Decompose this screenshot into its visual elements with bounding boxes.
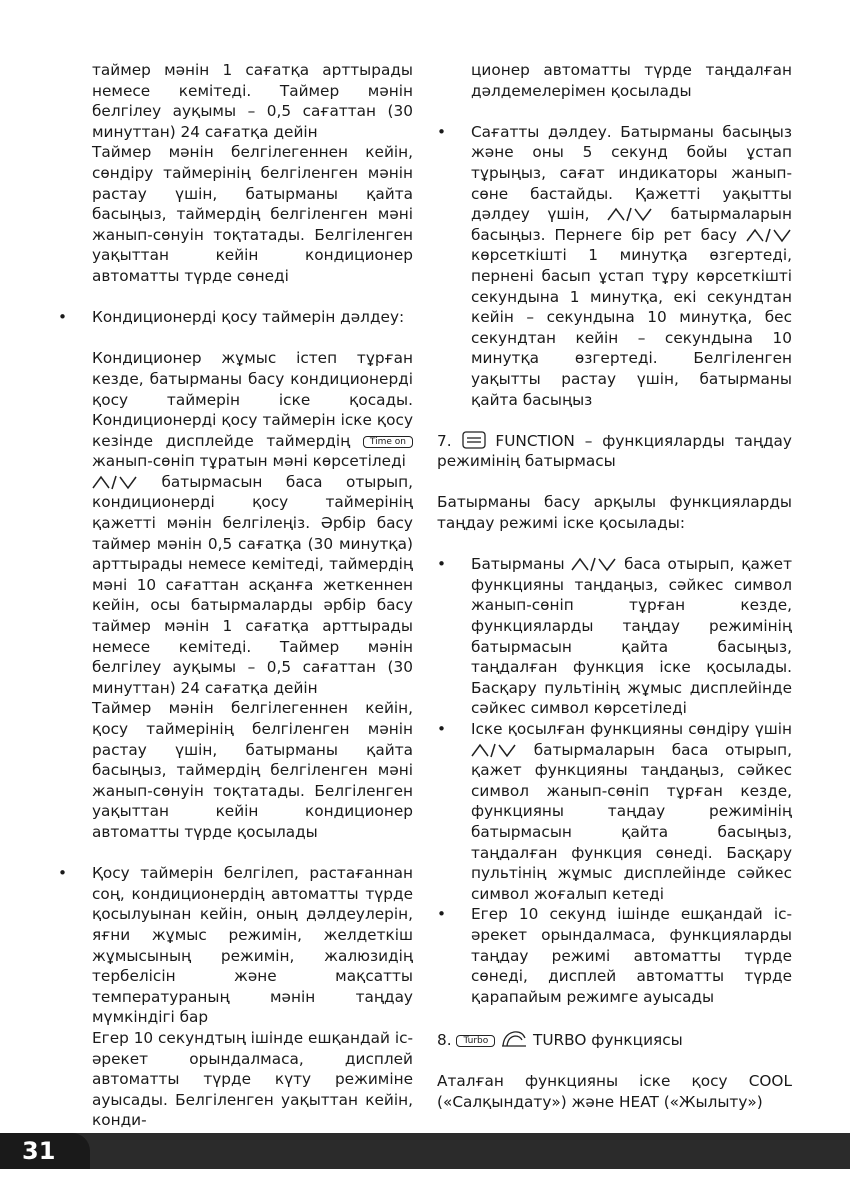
paragraph: Таймер мәнін белгілегеннен кейін, сөндіру таймерінің белгіленген мәнін растау үшін, батырманы қайта басыңыз, таймердің белгіленген мәні жанып-сөнуін тоқтатады. Белгіленген уақыттан кейін кондиционер автоматты түрде сөнеді	[92, 143, 413, 285]
bullet-item: • Қосу таймерін белгілеп, растағаннан соң, кондиционердің автоматты түрде қосылуынан кейін, оның дәлдеулерін, яғни жұмыс режимін, желдеткіш жұмысының режимін, жалюзидің тербелісін және мақсатты температураның мәнін таңдау мүмкіндігі бар	[58, 863, 413, 1028]
up-down-arrows-icon	[571, 556, 617, 572]
paragraph: таймер мәнін 1 сағатқа арттырады немесе кемітеді. Таймер мәнін белгілеу ауқымы – 0,5 сағаттан (30 минуттан) 24 сағатқа дейін	[92, 61, 413, 141]
right-column	[437, 60, 792, 1112]
turbo-indicator: Turbo	[456, 1035, 495, 1047]
left-column	[58, 60, 413, 1131]
section-heading-8: 8. Turbo TURBO функциясы	[437, 1028, 792, 1051]
bullet-item: • Сағатты дәлдеу. Батырманы басыңыз және оны 5 секунд бойы ұстап тұрыңыз, сағат индикаторы жанып-сөне бастайды. Қажетті уақытты дәлдеу үшін, батырмаларын басыңыз. Пернеге бір рет басу көрсеткішті 1 минутқа өзгертеді, пернені басып ұстап тұру көрсеткішті секундына 1 минутқа, екі секундтан кейін – секундына 10 минутқа, бес секундтан кейін – секундына 10 минутқа өзгертеді. Белгіленген уақытты растау үшін, батырманы қайта басыңыз	[437, 122, 792, 410]
footer-bar	[0, 1133, 850, 1169]
section-heading-7: 7. FUNCTION – функцияларды таңдау режимінің батырмасы	[437, 431, 792, 471]
paragraph: Таймер мәнін белгілегеннен кейін, қосу таймерінің белгіленген мәнін растау үшін, батырманы қайта басыңыз, таймердің белгіленген мәні жанып-сөнуін тоқтатады. Белгіленген уақыттан кейін кондиционер автоматты түрде қосылады	[92, 699, 413, 841]
up-down-arrows-icon	[607, 206, 653, 222]
bullet-item: • Іске қосылған функцияны сөндіру үшін батырмаларын баса отырып, қажет функцияны таңдаңыз, сәйкес символ жанып-сөніп тұрған кезде, функцияны таңдау режимінің батырмасын қайта басыңыз, таңдалған функция сөнеді. Басқару пультінің жұмыс дисплейінде сәйкес символ жоғалып кетеді	[437, 719, 792, 904]
paragraph: Кондиционер жұмыс істеп тұрған кезде, батырманы басу кондиционерді қосу таймерін іске қосады. Кондиционерді қосу таймерін іске қосу кезінде дисплейде таймердің Time on жанып-сөніп тұратын мәні көрсетіледі	[92, 349, 413, 471]
paragraph: Егер 10 секундтың ішінде ешқандай іс-әрекет орындалмаса, дисплей автоматты түрде күту режиміне ауысады. Белгіленген уақыттан кейін, конди-	[92, 1028, 413, 1130]
up-down-arrows-icon	[92, 474, 138, 490]
turbo-icon	[500, 1028, 528, 1048]
bullet-item: • Кондиционерді қосу таймерін дәлдеу:	[58, 307, 413, 328]
bullet-item: • Батырманы баса отырып, қажет функцияны таңдаңыз, сәйкес символ жанып-сөніп тұрған кезде, функцияларды таңдау режимінің батырмасын қайта басыңыз, таңдалған функция іске қосылады. Басқару пультінің жұмыс дисплейінде сәйкес символ көрсетіледі	[437, 554, 792, 719]
paragraph: Аталған функцияны іске қосу COOL («Салқындату») және HEAT («Жылыту»)	[437, 1072, 792, 1111]
paragraph: Батырманы басу арқылы функцияларды таңдау режимі іске қосылады:	[437, 493, 792, 533]
page-number: 31	[0, 1133, 90, 1169]
up-down-arrows-icon	[746, 227, 792, 243]
paragraph: ционер автоматты түрде таңдалған дәлдемелерімен қосылады	[471, 61, 792, 100]
time-on-indicator: Time on	[363, 436, 413, 448]
up-down-arrows-icon	[471, 742, 517, 758]
paragraph: батырмасын баса отырып, кондиционерді қосу таймерінің қажетті мәнін белгілеңіз. Әрбір басу таймер мәнін 0,5 сағатқа (30 минутқа) арттырады немесе кемітеді, таймердің мәні 10 сағаттан асқанға жеткеннен кейін, осы батырмаларды әрбір басу таймер мәнін 1 сағатқа арттырады немесе кемітеді. Таймер мәнін белгілеу ауқымы – 0,5 сағаттан (30 минуттан) 24 сағатқа дейін	[92, 472, 413, 697]
function-button-icon	[462, 431, 486, 449]
bullet-item: • Егер 10 секунд ішінде ешқандай іс-әрекет орындалмаса, функцияларды таңдау режимі автоматты түрде сөнеді, дисплей автоматты түрде қарапайым режимге ауысады	[437, 904, 792, 1007]
